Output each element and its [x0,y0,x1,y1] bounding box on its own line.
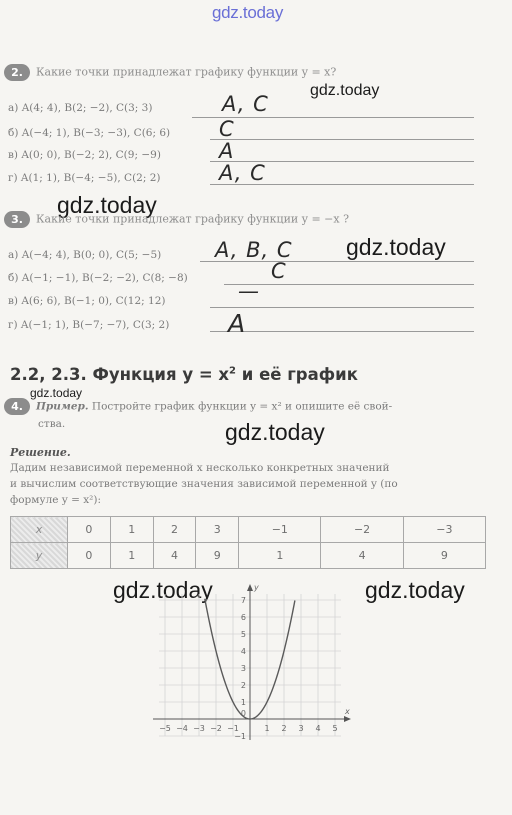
x-tick-label: 3 [298,724,304,733]
handwritten-answer: C [219,117,235,141]
handwritten-answer: A, B, C [215,238,293,262]
task-number-badge: 4. [4,398,30,415]
table-row [11,543,486,569]
solution-line: и вычислим соответствующие значения зависимой переменной y (по [10,478,398,490]
x-tick-label: −4 [176,724,188,733]
handwritten-answer: A, C [219,161,266,185]
watermark: gdz.today [365,577,465,603]
task-4-text: 4. Пример. Постройте график функции y = x² и опишите её свой- [4,398,392,415]
table-cell: 9 [403,543,485,569]
x-tick-label: −2 [210,724,222,733]
table-cell: 1 [239,543,321,569]
task-2-question: 2. Какие точки принадлежат графику функции y = x? [4,64,336,81]
solution-label: Решение. [10,446,71,459]
task-3-row-c: в) A(6; 6), B(−1; 0), C(12; 12) [8,295,166,307]
task-3-row-a: а) A(−4; 4), B(0; 0), C(5; −5) [8,249,162,261]
y-tick-label: 1 [240,698,246,707]
x-tick-label: −5 [159,724,171,733]
watermark-top: gdz.today [212,3,284,22]
y-tick-label: 5 [240,630,246,639]
solution-line: Дадим независимой переменной x несколько конкретных значений [10,462,390,474]
handwritten-answer: A [219,139,235,163]
values-table [10,516,486,569]
table-cell: 0 [68,543,111,569]
neg-y-tick-label: −1 [234,732,246,741]
task-2-row-c: в) A(0; 0), B(−2; 2), C(9; −9) [8,149,161,161]
table-header-y: y [11,543,68,569]
task-3-question: 3. Какие точки принадлежат графику функции y = −x ? [4,211,349,228]
table-cell: 1 [110,517,153,543]
table-cell: −1 [239,517,321,543]
table-cell: 3 [196,517,239,543]
table-cell: 4 [321,543,403,569]
parabola-graph [140,582,360,752]
y-tick-label: 3 [240,664,246,673]
y-axis-arrow [247,584,253,591]
y-axis-label: y [254,583,259,592]
x-axis-arrow [344,716,351,722]
task-3-row-d: г) A(−1; 1), B(−7; −7), C(3; 2) [8,319,170,331]
origin-label: 0 [240,709,246,718]
x-tick-label: 1 [264,724,270,733]
table-cell: 1 [110,543,153,569]
handwritten-answer: A [228,309,247,338]
y-tick-label: 4 [240,647,246,656]
table-header-x: x [11,517,68,543]
table-cell: 4 [153,543,196,569]
handwritten-answer: C [271,259,287,283]
table-cell: −3 [403,517,485,543]
section-heading: 2.2, 2.3. Функция $y = x^2$ и её график [10,365,358,384]
task-2-row-a: а) A(4; 4), B(2; −2), C(3; 3) [8,102,153,114]
watermark: gdz.today [57,192,157,218]
y-tick-label: 6 [240,613,246,622]
task-3-row-b: б) A(−1; −1), B(−2; −2), C(8; −8) [8,272,188,284]
table-row [11,517,486,543]
table-cell: 2 [153,517,196,543]
x-tick-label: 5 [332,724,338,733]
task-4-text-cont: ства. [38,418,66,430]
table-cell: 9 [196,543,239,569]
watermark: gdz.today [225,419,325,445]
task-number-badge: 3. [4,211,30,228]
watermark: gdz.today [113,577,213,603]
handwritten-answer: A, C [222,92,269,116]
watermark: gdz.today [30,386,83,400]
task-number-badge: 2. [4,64,30,81]
table-cell: −2 [321,517,403,543]
x-tick-label: −3 [193,724,205,733]
x-tick-label: 4 [315,724,321,733]
table-cell: 0 [68,517,111,543]
y-tick-label: 7 [240,596,246,605]
watermark: gdz.today [346,234,446,260]
task-2-row-d: г) A(1; 1), B(−4; −5), C(2; 2) [8,172,161,184]
handwritten-answer: — [238,279,260,303]
x-tick-label: 2 [281,724,287,733]
x-tick-label: −1 [227,724,239,733]
task-2-row-b: б) A(−4; 1), B(−3; −3), C(6; 6) [8,127,171,139]
watermark: gdz.today [310,82,380,99]
solution-line: формуле y = x²): [10,494,101,506]
y-tick-label: 2 [240,681,246,690]
x-axis-label: x [345,707,350,716]
